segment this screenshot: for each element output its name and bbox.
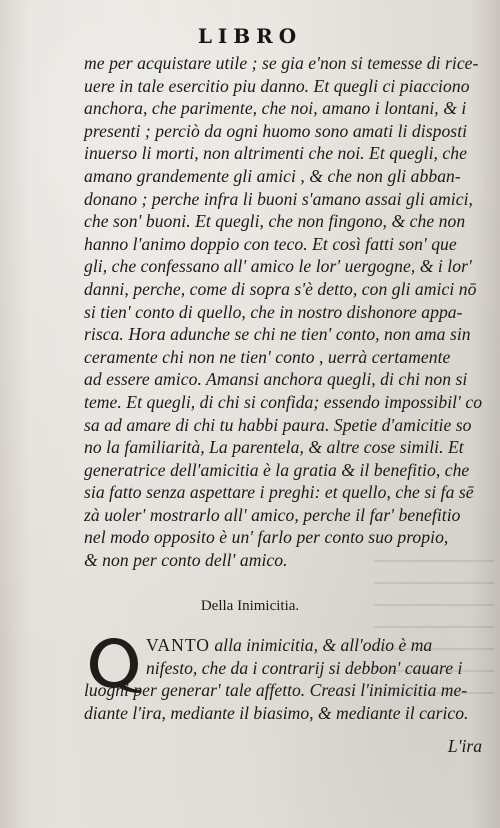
text-line: anchora, che parimente, che noi, amano i lontani, & i bbox=[84, 98, 467, 119]
section-first-line bbox=[84, 634, 482, 657]
section-text bbox=[84, 634, 482, 724]
text-line: luoghi per generar' tale affetto. Creasi l'inimicitia me- bbox=[84, 680, 468, 701]
text-line: uere in tale esercitio piu danno. Et quegli ci piacciono bbox=[84, 75, 470, 96]
text-line: presenti ; perciò da ogni huomo sono amati li disposti bbox=[84, 120, 468, 141]
text-line: che son' buoni. Et quegli, che non fingono, & che non bbox=[84, 211, 466, 232]
text-line: diante l'ira, mediante il biasimo, & mediante il carico. bbox=[84, 702, 469, 723]
text-line: inuerso li morti, non altrimenti che noi. Et quegli, che bbox=[84, 143, 467, 164]
text-line: risca. Hora adunche se chi ne tien' conto, non ama sin bbox=[84, 324, 471, 345]
text-line: si tien' conto di quello, che in nostro dishonore appa- bbox=[84, 301, 463, 322]
text-line: donano ; perche infra li buoni s'amano assai gli amici, bbox=[84, 188, 473, 209]
section-first-line-rest: alla inimicitia, & all'odio è ma bbox=[209, 635, 433, 655]
text-line: ad essere amico. Amansi anchora quegli, di chi non si bbox=[84, 369, 468, 390]
text-line: gli, che confessano all' amico le lor' uergogne, & i lor' bbox=[84, 256, 472, 277]
catchword: L'ira bbox=[447, 736, 482, 756]
text-line: no la familiarità, La parentela, & altre cose simili. Et bbox=[84, 437, 464, 458]
text-line: zà uoler' mostrarlo all' amico, perche il far' benefitio bbox=[84, 504, 461, 525]
text-line: generatrice dell'amicitia è la gratia & il benefitio, che bbox=[84, 459, 470, 480]
smallcaps-word: VANTO bbox=[146, 635, 210, 655]
text-line: me per acquistare utile ; se gia e'non si temesse di rice- bbox=[84, 53, 479, 73]
text-line: sia fatto senza aspettare i preghi: et quello, che si fa sē bbox=[84, 482, 474, 503]
body-text bbox=[84, 52, 482, 572]
text-line: ceramente chi non ne tien' conto , uerrà certamente bbox=[84, 346, 451, 367]
running-head: LIBRO bbox=[197, 24, 303, 48]
text-line: nifesto, che da i contrarij si debbon' cauare i bbox=[146, 657, 463, 678]
text-line: teme. Et quegli, di chi si confida; essendo impossibil' co bbox=[84, 391, 483, 412]
text-line: sa ad amare di chi tu habbi paura. Spetie d'amicitie so bbox=[84, 414, 472, 435]
text-line: hanno l'animo doppio con teco. Et così fatti son' que bbox=[84, 233, 457, 254]
section-heading: Della Inimicitia. bbox=[200, 598, 300, 614]
text-line: nel modo opposito è un' farlo per conto suo propio, bbox=[84, 527, 449, 548]
text-line: danni, perche, come di sopra s'è detto, con gli amici nō bbox=[84, 278, 477, 299]
text-line: amano grandemente gli amici , & che non gli abban- bbox=[84, 165, 461, 186]
text-line: & non per conto dell' amico. bbox=[84, 550, 288, 571]
